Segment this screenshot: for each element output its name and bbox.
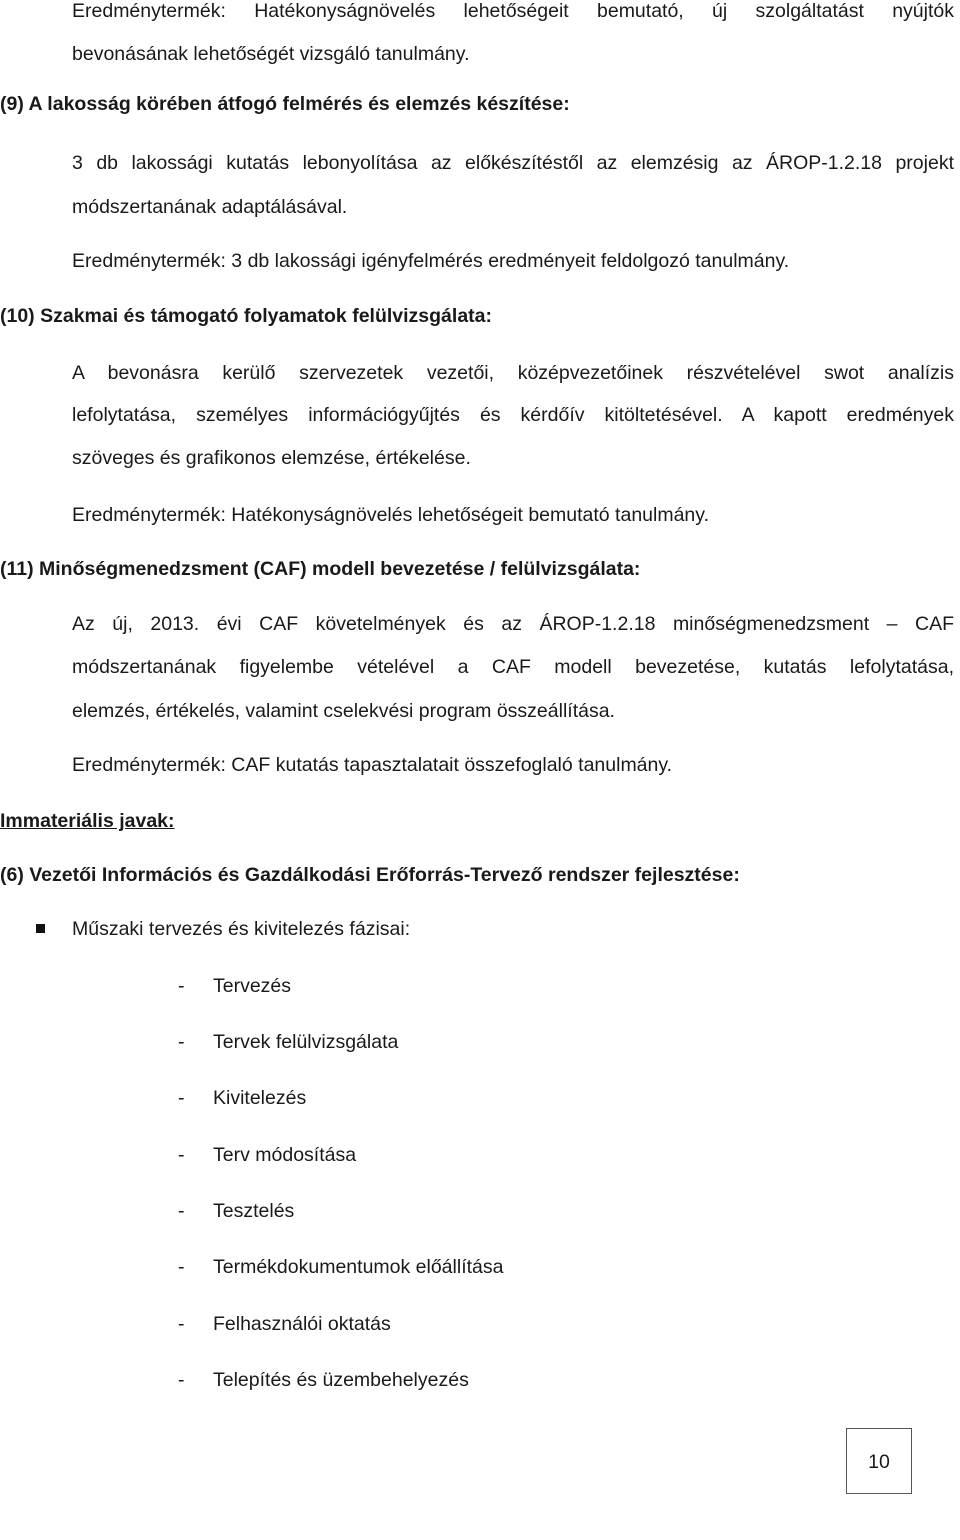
- phase-list-item: [178, 1029, 398, 1055]
- dash-marker: -: [178, 1087, 185, 1109]
- dash-marker: -: [178, 1369, 185, 1391]
- phase-label: Tesztelés: [213, 1200, 295, 1222]
- result-text-line: Eredménytermék: Hatékonyságnövelés lehetőségeit bemutató, új szolgáltatást nyújtók: [72, 0, 954, 22]
- phase-list-item: [178, 1367, 469, 1393]
- dash-marker: -: [178, 1313, 185, 1335]
- body-text-line: A bevonásra kerülő szervezetek vezetői, középvezetőinek részvételével swot analízis: [72, 362, 954, 384]
- page-number: 10: [868, 1451, 890, 1473]
- section-heading-11: (11) Minőségmenedzsment (CAF) modell bevezetése / felülvizsgálata:: [0, 558, 641, 580]
- result-text: Eredménytermék: CAF kutatás tapasztalatait összefoglaló tanulmány.: [72, 754, 673, 776]
- result-text: Eredménytermék: Hatékonyságnövelés lehetőségeit bemutató tanulmány.: [72, 504, 709, 526]
- phase-list-item: [178, 1085, 306, 1111]
- bullet-item: Műszaki tervezés és kivitelezés fázisai:: [72, 918, 411, 940]
- phase-label: Felhasználói oktatás: [213, 1313, 391, 1335]
- phase-label: Terv módosítása: [213, 1144, 357, 1166]
- phase-list-item: [178, 1198, 294, 1224]
- dash-marker: -: [178, 1144, 185, 1166]
- body-text-line: módszertanának figyelembe vételével a CAF modell bevezetése, kutatás lefolytatása,: [72, 656, 954, 678]
- dash-marker: -: [178, 1256, 185, 1278]
- result-text: Eredménytermék: 3 db lakossági igényfelmérés eredményeit feldolgozó tanulmány.: [72, 250, 790, 272]
- phase-list-item: [178, 1142, 356, 1168]
- section-heading-10: (10) Szakmai és támogató folyamatok felülvizsgálata:: [0, 305, 492, 327]
- body-text-line: elemzés, értékelés, valamint cselekvési program összeállítása.: [72, 700, 615, 722]
- phase-label: Tervek felülvizsgálata: [213, 1031, 399, 1053]
- phase-list-item: [178, 973, 291, 999]
- page-number-box: [846, 1428, 912, 1494]
- phase-label: Tervezés: [213, 975, 292, 997]
- section-heading-9: (9) A lakosság körében átfogó felmérés és elemzés készítése:: [0, 93, 570, 115]
- section-heading-6: (6) Vezetői Információs és Gazdálkodási Erőforrás-Tervező rendszer fejlesztése:: [0, 864, 740, 886]
- dash-marker: -: [178, 1031, 185, 1053]
- immaterial-assets-heading: Immateriális javak:: [0, 810, 175, 832]
- phase-label: Termékdokumentumok előállítása: [213, 1256, 504, 1278]
- body-text-line: lefolytatása, személyes információgyűjtés és kérdőív kitöltetésével. A kapott eredmények: [72, 404, 954, 426]
- body-text-line: módszertanának adaptálásával.: [72, 196, 348, 218]
- phase-list-item: [178, 1311, 391, 1337]
- dash-marker: -: [178, 975, 185, 997]
- body-text-line: Az új, 2013. évi CAF követelmények és az ÁROP-1.2.18 minőségmenedzsment – CAF: [72, 613, 954, 635]
- phase-list-item: [178, 1254, 503, 1280]
- result-text-line: bevonásának lehetőségét vizsgáló tanulmány.: [72, 43, 470, 65]
- dash-marker: -: [178, 1200, 185, 1222]
- body-text-line: szöveges és grafikonos elemzése, értékelése.: [72, 447, 471, 469]
- phase-label: Kivitelezés: [213, 1087, 307, 1109]
- square-bullet-icon: [36, 924, 45, 933]
- body-text-line: 3 db lakossági kutatás lebonyolítása az előkészítéstől az elemzésig az ÁROP-1.2.18 projekt: [72, 152, 954, 174]
- phase-label: Telepítés és üzembehelyezés: [213, 1369, 469, 1391]
